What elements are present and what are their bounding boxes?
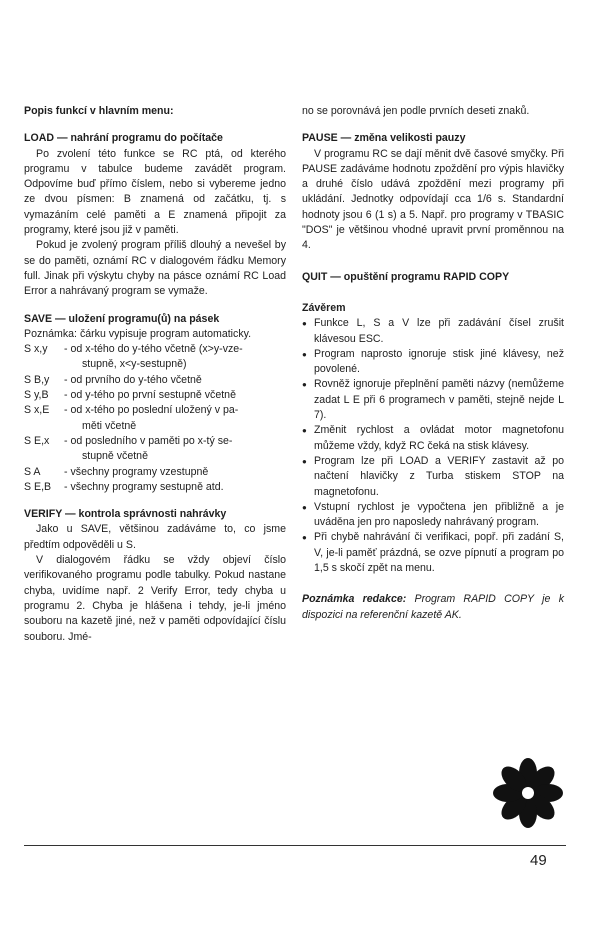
save-command — [24, 388, 286, 403]
command-key: S E,x — [24, 434, 50, 447]
save-command-list — [24, 342, 286, 495]
save-command — [24, 342, 286, 373]
pause-paragraph: V programu RC se dají měnit dvě časové smyčky. Při PAUSE zadáváme hodnotu zpoždění pro výpis hlavičky a druhé číslo udává zpoždění mezi programy při ukládání. Jednotky odpovídají cca 1/6 s. Standardní hodnoty jsou 6 (1 s) a 5. Např. pro programy v TBASIC "DOS" je většinou vhodné upravit první proměnnou na 4. — [302, 147, 564, 252]
load-title: LOAD — nahrání programu do počítače — [24, 132, 223, 145]
list-item: ● Program naprosto ignoruje stisk jiné klávesy, než povolené. — [302, 347, 564, 378]
save-note: Poznámka: čárku vypisuje program automaticky. — [24, 327, 252, 340]
command-desc-cont: stupně, x<y-sestupně) — [82, 358, 187, 371]
command-desc: - od posledního v paměti po x-tý se- — [64, 434, 233, 447]
conclusion-title: Závěrem — [302, 301, 346, 314]
list-item: ● Funkce L, S a V lze při zadávání čísel zrušit klávesou ESC. — [302, 316, 564, 347]
pause-title: PAUSE — změna velikosti pauzy — [302, 132, 466, 145]
footer-divider — [24, 845, 566, 846]
verify-paragraph-2: V dialogovém řádku se vždy objeví číslo verifikovaného programu podle tabulky. Pokud nastane chyba, uvidíme např. 2 Verify Error, tedy chyba u programu 2. Chyba je hlášena i tehdy, je-li jméno souboru na kazetě jiné, než v paměti odpovídající číslu souboru. Jmé- — [24, 554, 286, 643]
command-key: S x,E — [24, 404, 50, 417]
verify-continuation: no se porovnává jen podle prvních deseti znaků. — [302, 105, 530, 117]
command-desc-cont: stupně včetně — [82, 450, 148, 463]
save-command — [24, 373, 286, 388]
command-desc: - všechny programy vzestupně — [64, 465, 209, 478]
command-desc: - od x-tého po poslední uložený v pa- — [64, 404, 239, 417]
load-paragraph-1: Po zvolení této funkce se RC ptá, od kterého programu v tabulce budeme zavádět program. Odpovíme buď přímo číslem, nebo si vybereme jedno ze dvou písmen: B znamená od začátku, tj. s vymazáním celé paměti a E znamená připojit za programy, které jsou již v paměti. — [24, 147, 286, 237]
verify-title: VERIFY — kontrola správnosti nahrávky — [24, 508, 227, 521]
save-command — [24, 403, 286, 434]
list-item: ● Změnit rychlost a ovládat motor magnetofonu můžeme vždy, když RC čeká na stisk klávesy. — [302, 423, 564, 454]
command-key: S y,B — [24, 389, 49, 402]
load-paragraph-2: Pokud je zvolený program příliš dlouhý a nevešel by se do paměti, oznámí RC v dialogovém řádku Memory full. Jinak při výskytu chyby na pásce oznámí RC Load Error a nahrávaný program se vymaže. — [24, 239, 286, 298]
verify-paragraph-1: Jako u SAVE, většinou zadáváme to, co jsme předtím odpověděli u S. — [24, 523, 286, 551]
right-column — [302, 104, 564, 623]
command-desc-cont: měti včetně — [82, 419, 137, 432]
editor-note — [302, 592, 564, 623]
save-command — [24, 465, 286, 480]
left-column — [24, 104, 286, 645]
quit-title: QUIT — opuštění programu RAPID COPY — [302, 270, 510, 283]
list-item: ● Rovněž ignoruje přeplnění paměti názvy (nemůžeme zadat L E při 6 programech v paměti, stejně nejde L 7). — [302, 377, 564, 423]
command-desc: - od y-tého po první sestupně včetně — [64, 389, 236, 402]
conclusion-list — [302, 316, 564, 576]
command-desc: - od x-tého do y-tého včetně (x>y-vze- — [64, 343, 243, 356]
command-desc: - od prvního do y-tého včetně — [64, 373, 202, 386]
list-item: ● Při chybě nahrávání či verifikaci, popř. při zadání S, V, je-li paměť prázdná, se ozve pípnutí a program po 1,5 s skočí zpět na menu. — [302, 530, 564, 576]
editor-note-label: Poznámka redakce: — [302, 593, 407, 606]
command-key: S x,y — [24, 343, 48, 356]
list-item: ● Program lze při LOAD a VERIFY zastavit až po načtení hlavičky z Turba stiskem STOP na magnetofonu. — [302, 454, 564, 500]
menu-heading: Popis funkcí v hlavním menu: — [24, 105, 174, 117]
editor-note-text: Program RAPID COPY je k dispozici na referenční kazetě AK. — [302, 593, 564, 621]
save-title: SAVE — uložení programu(ů) na pásek — [24, 312, 220, 325]
list-item: ● Vstupní rychlost je vypočtena jen přibližně a je uváděna jen pro naposledy nahrávaný program. — [302, 500, 564, 531]
page-number: 49 — [530, 852, 547, 869]
command-key: S B,y — [24, 373, 50, 386]
command-desc: - všechny programy sestupně atd. — [64, 480, 224, 493]
flower-ornament-icon — [488, 753, 568, 833]
command-key: S E,B — [24, 480, 52, 493]
save-command — [24, 480, 286, 495]
command-key: S A — [24, 465, 41, 478]
save-command — [24, 434, 286, 465]
